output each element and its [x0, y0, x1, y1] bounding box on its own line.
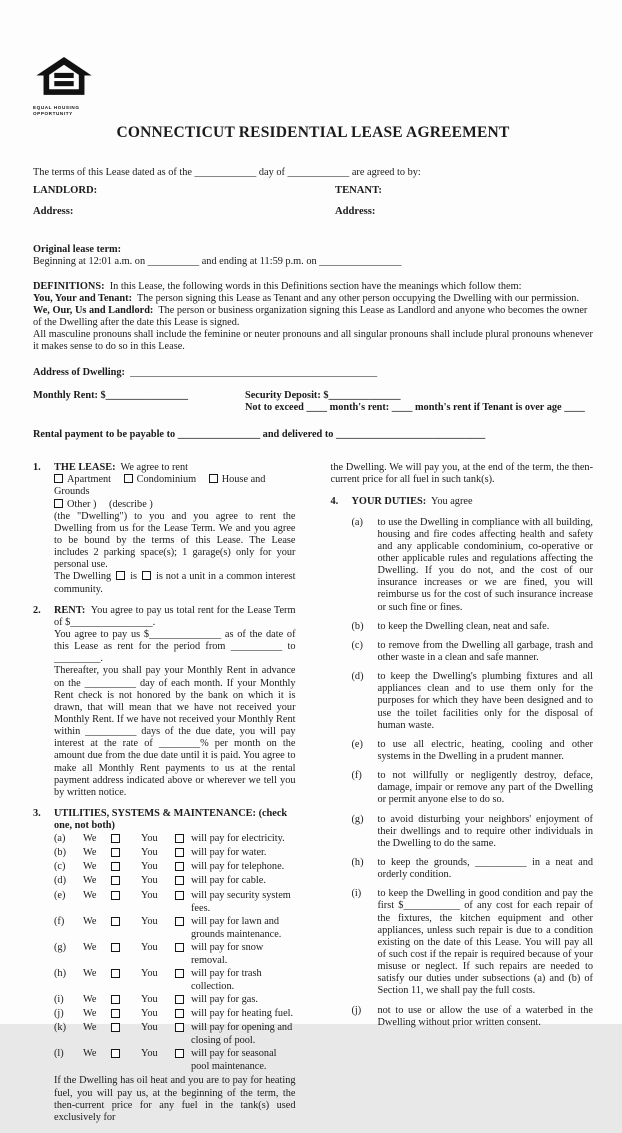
other-option-line: [54, 499, 296, 511]
we-label: We: [83, 1022, 97, 1034]
condominium-checkbox[interactable]: [124, 474, 133, 483]
utility-row-k: [54, 1021, 296, 1047]
house-grounds-checkbox[interactable]: [209, 474, 218, 483]
logo-text-line1: EQUAL HOUSING: [33, 105, 80, 111]
utility-row-i: [54, 993, 296, 1007]
section2-heading: RENT:: [54, 604, 86, 616]
item-letter: (e): [54, 889, 66, 901]
apartment-option-label: Apartment: [67, 474, 112, 486]
duty-letter: (d): [351, 671, 364, 683]
item-text: will pay for snow removal.: [191, 941, 264, 966]
item-text: will pay security system fees.: [191, 889, 291, 914]
we-label: We: [83, 889, 97, 901]
utility-row-g: [54, 941, 296, 967]
item-letter: (l): [54, 1048, 64, 1060]
you-checkbox[interactable]: [175, 995, 184, 1004]
left-column: [33, 462, 296, 1133]
section1-heading: THE LEASE:: [54, 462, 116, 474]
landlord-label: LANDLORD:: [33, 184, 98, 196]
utility-row-j: [54, 1007, 296, 1021]
you-checkbox[interactable]: [175, 1023, 184, 1032]
you-checkbox[interactable]: [175, 891, 184, 900]
common-interest-line: [54, 571, 296, 595]
duty-text: to keep the Dwelling in good condition and pay the first $___________ of any cost for each repair of the fixtures, the kitchen equipment and other appliances, unless such repair is due to a condition existing on the date of this Lease. You will pay all of such cost if the repair is required because of your misuse or neglect. If such repairs are needed to satisfy our duties under subsections (a) and (b) of Section 11, we shall pay the full costs.: [377, 888, 593, 997]
dwelling-address-blank[interactable]: ________________________________________________: [130, 366, 378, 378]
section3-heading-note: (check one, not both): [54, 807, 288, 832]
we-label: We: [83, 875, 97, 887]
you-label: You: [141, 967, 158, 979]
we-label: We: [83, 994, 97, 1006]
item-text: will pay for lawn and grounds maintenance.: [191, 915, 282, 940]
body-columns: [33, 462, 593, 1133]
duty-item-f: [352, 770, 594, 806]
utility-row-h: [54, 967, 296, 993]
section-the-lease: [33, 462, 296, 596]
section2-paragraph2: You agree to pay us $______________ as of the date of this Lease as rent for the period from __________ to _________.: [54, 629, 296, 665]
item-letter: (a): [54, 833, 66, 845]
section3-heading-line: [54, 808, 296, 832]
we-checkbox[interactable]: [111, 834, 120, 843]
apartment-checkbox[interactable]: [54, 474, 63, 483]
equal-housing-logo: [33, 56, 101, 117]
we-label: We: [83, 1008, 97, 1020]
we-checkbox[interactable]: [111, 876, 120, 885]
lease-term-block: [33, 244, 593, 268]
we-checkbox[interactable]: [111, 917, 120, 926]
duty-letter: (a): [351, 516, 363, 528]
is-not-unit-checkbox[interactable]: [142, 571, 151, 580]
you-label: You: [141, 994, 158, 1006]
duty-text: to keep the Dwelling clean, neat and safe.: [377, 620, 550, 632]
duty-letter: (b): [351, 620, 364, 632]
section1-number: 1.: [33, 462, 41, 474]
we-checkbox[interactable]: [111, 848, 120, 857]
you-label: You: [141, 915, 158, 927]
not-to-exceed-line: Not to exceed ____ month's rent: ____ month's rent if Tenant is over age ____: [245, 401, 585, 413]
duty-text: to keep the Dwelling's plumbing fixtures and all appliances clean and to use them only for the purposes for which they have been designed and to use the toilet facilities only for the disposal of human waste.: [377, 671, 593, 731]
duty-text: to remove from the Dwelling all garbage, trash and other waste in a clean and safe manner.: [377, 639, 593, 664]
we-checkbox[interactable]: [111, 862, 120, 871]
you-checkbox[interactable]: [175, 848, 184, 857]
item-text: will pay for gas.: [191, 994, 258, 1006]
section-utilities: [33, 808, 296, 1124]
we-label: We: [83, 861, 97, 873]
section3-content: [54, 808, 296, 1124]
dwelling-type-options: [54, 474, 296, 498]
item-letter: (h): [54, 967, 67, 979]
item-text: will pay for cable.: [191, 875, 266, 887]
duty-item-c: [352, 640, 594, 664]
utility-row-b: [54, 846, 296, 860]
we-checkbox[interactable]: [111, 969, 120, 978]
tenant-address-label: Address:: [335, 206, 376, 217]
duty-text: to use the Dwelling in compliance with all building, housing and fire codes affecting health and safety and any applicable condominium, co-operative or other applicable rules and regulations affecting the Dwelling. If you do not, and the cost of our insurance increases or we are fined, you will reimburse us for the cost of such insurance increase or such fine or fines.: [377, 516, 593, 613]
landlord-address-label: Address:: [33, 206, 74, 217]
section1-heading-rest: We agree to rent: [120, 462, 188, 474]
we-label: We: [83, 847, 97, 859]
item-letter: (i): [54, 994, 64, 1006]
item-letter: (c): [54, 861, 66, 873]
we-checkbox[interactable]: [111, 943, 120, 952]
we-checkbox[interactable]: [111, 1009, 120, 1018]
duty-item-i: [352, 888, 594, 997]
you-checkbox[interactable]: [175, 1009, 184, 1018]
item-letter: (f): [54, 915, 65, 927]
you-checkbox[interactable]: [175, 1049, 184, 1058]
you-checkbox[interactable]: [175, 834, 184, 843]
section4-heading-rest: You agree: [430, 496, 473, 508]
lease-term-line: Beginning at 12:01 a.m. on __________ and ending at 11:59 p.m. on ________________: [33, 255, 402, 267]
item-text: will pay for water.: [191, 847, 267, 859]
we-checkbox[interactable]: [111, 1023, 120, 1032]
monthly-rent-field[interactable]: Monthly Rent: $________________: [33, 389, 189, 401]
duty-letter: (e): [351, 738, 363, 750]
duty-text: not to use or allow the use of a waterbed in the Dwelling without prior written consent.: [377, 1004, 593, 1028]
duty-letter: (h): [351, 856, 364, 868]
duty-letter: (f): [351, 770, 362, 782]
duty-item-g: [352, 814, 594, 850]
we-label: We: [83, 967, 97, 979]
is-unit-checkbox[interactable]: [116, 571, 125, 580]
document-title: CONNECTICUT RESIDENTIAL LEASE AGREEMENT: [116, 124, 510, 142]
you-label: You: [141, 861, 158, 873]
oil-heat-paragraph: If the Dwelling has oil heat and you are to pay for heating fuel, you will pay us, at the beginning of the term, the then-current price for any fuel in the tank(s) used exclusively for: [54, 1075, 296, 1123]
you-checkbox[interactable]: [175, 876, 184, 885]
you-label: You: [141, 1008, 158, 1020]
utility-row-d: [54, 874, 296, 888]
section3-heading: UTILITIES, SYSTEMS & MAINTENANCE:: [54, 807, 256, 819]
unit-is-not-text: is not a unit in a common interest community.: [54, 571, 296, 595]
item-letter: (g): [54, 941, 67, 953]
equal-housing-house-icon: [33, 56, 95, 100]
item-text: will pay for opening and closing of pool.: [191, 1022, 293, 1047]
section-your-duties: [331, 496, 594, 1035]
we-label: We: [83, 1048, 97, 1060]
item-text: will pay for telephone.: [191, 861, 285, 873]
security-deposit-block: [245, 390, 593, 414]
you-label: You: [141, 847, 158, 859]
duty-letter: (c): [351, 639, 363, 651]
rent-deposit-block: [33, 390, 593, 414]
item-text: will pay for heating fuel.: [191, 1008, 294, 1020]
definitions-heading: DEFINITIONS:: [33, 280, 105, 292]
duty-item-a: [352, 517, 594, 614]
oil-heat-continuation: the Dwelling. We will pay you, at the end of the term, the then-current price for all fuel in such tank(s).: [330, 462, 593, 486]
duty-text: to avoid disturbing your neighbors' enjoyment of their dwellings and to require other individuals in the Dwelling to do the same.: [377, 813, 593, 849]
duty-item-e: [352, 739, 594, 763]
utility-row-a: [54, 832, 296, 846]
we-label: We: [83, 941, 97, 953]
we-label: We: [83, 915, 97, 927]
duty-item-d: [352, 671, 594, 732]
you-label: You: [141, 1022, 158, 1034]
duty-item-h: [352, 857, 594, 881]
utility-row-e: [54, 889, 296, 915]
security-deposit-field[interactable]: Security Deposit: $______________: [245, 389, 401, 401]
duty-letter: (i): [351, 888, 362, 900]
section2-paragraph3: Thereafter, you shall pay your Monthly Rent in advance on the __________ day of each month. If your Monthly Rent check is not honored by the bank on which it is drawn, that will mean that we have not received your Monthly Rent. If we have not received your Monthly Rent within __________ days of the due date, you will pay interest at the rate of ________% per month on the amount due from the due date until it is paid. You agree to make all Monthly Rent payments to us at the rental payment address indicated above or wherever we tell you by written notice.: [54, 665, 296, 798]
item-text: will pay for trash collection.: [191, 967, 262, 992]
right-column: [331, 462, 594, 1133]
duty-item-b: [352, 621, 594, 633]
section1-body: (the "Dwelling") to you and you agree to rent the Dwelling from us for the Lease Term. We and you agree to be bound by the terms of this Lease. The Lease includes 2 parking space(s); 1 garage(s) only for your personal use.: [54, 510, 296, 571]
house-grounds-option-label: House and Grounds: [54, 474, 266, 498]
section2-paragraph1: [54, 605, 296, 629]
you-checkbox[interactable]: [175, 862, 184, 871]
lease-term-heading: Original lease term:: [33, 243, 122, 255]
item-text: will pay for seasonal pool maintenance.: [191, 1048, 277, 1073]
definitions-landlord-line: [33, 305, 593, 329]
you-label: You: [141, 1048, 158, 1060]
section4-number: 4.: [330, 496, 339, 508]
you-label: You: [141, 875, 158, 887]
dwelling-address-line: [33, 367, 593, 379]
unit-is-text: is: [130, 571, 138, 583]
parties-block: [33, 185, 593, 219]
duty-item-j: [352, 1005, 594, 1029]
item-letter: (k): [54, 1022, 67, 1034]
you-checkbox[interactable]: [175, 969, 184, 978]
other-option-label: Other ): [67, 498, 97, 510]
section-rent: [33, 605, 296, 799]
logo-text-line2: OPPORTUNITY: [33, 111, 73, 117]
section1-heading-line: [54, 462, 296, 474]
other-describe-label: (describe ): [109, 498, 153, 510]
you-label: You: [141, 833, 158, 845]
tenant-label: TENANT:: [335, 184, 382, 196]
section2-content: [54, 605, 296, 799]
section4-content: [352, 496, 594, 1035]
rental-payable-line: Rental payment to be payable to ________________ and delivered to _____________________________: [33, 429, 486, 441]
duty-text: to keep the grounds, __________ in a neat and orderly condition.: [377, 856, 593, 881]
definitions-pronouns-line: All masculine pronouns shall include the feminine or neuter pronouns and all singular pronouns shall include plural pronouns whenever it makes sense to do so in this Lease.: [33, 329, 593, 353]
definitions-tenant-text: The person signing this Lease as Tenant and any other person occupying the Dwelling with our permission.: [136, 292, 580, 304]
duty-text: to use all electric, heating, cooling and other systems in the Dwelling in a prudent manner.: [377, 738, 593, 762]
we-label: We: [83, 833, 97, 845]
section4-heading: YOUR DUTIES:: [351, 496, 427, 508]
dwelling-address-label: Address of Dwelling:: [33, 366, 125, 378]
section1-content: [54, 462, 296, 596]
definitions-block: [33, 281, 593, 354]
definitions-landlord-text: The person or business organization signing this Lease as Landlord and anyone who becomes the owner of the Dwelling after the date this Lease is signed.: [33, 305, 588, 329]
you-checkbox[interactable]: [175, 917, 184, 926]
utility-row-c: [54, 860, 296, 874]
duty-letter: (j): [351, 1004, 362, 1016]
unit-pre-text: The Dwelling: [54, 571, 112, 583]
you-label: You: [141, 941, 158, 953]
we-checkbox[interactable]: [111, 1049, 120, 1058]
section2-number: 2.: [33, 604, 41, 616]
section4-heading-line: [352, 496, 594, 508]
we-checkbox[interactable]: [111, 995, 120, 1004]
condominium-option-label: Condominium: [136, 474, 197, 486]
you-label: You: [141, 889, 158, 901]
item-letter: (d): [54, 875, 67, 887]
definitions-tenant-term: You, Your and Tenant:: [33, 292, 133, 304]
item-letter: (j): [54, 1008, 64, 1020]
section3-number: 3.: [33, 807, 41, 819]
we-checkbox[interactable]: [111, 891, 120, 900]
item-letter: (b): [54, 847, 67, 859]
utility-row-f: [54, 915, 296, 941]
definitions-intro-text: In this Lease, the following words in this Definitions section have the meanings which follow them:: [109, 280, 522, 292]
section2-p1-text: You agree to pay us total rent for the Lease Term of $________________.: [54, 604, 296, 628]
duty-text: to not willfully or negligently destroy, deface, damage, impair or remove any part of the Dwelling or permit anyone else to do so.: [377, 770, 593, 806]
definitions-tenant-line: [33, 293, 593, 305]
other-checkbox[interactable]: [54, 499, 63, 508]
duty-letter: (g): [351, 813, 364, 825]
definitions-landlord-term: We, Our, Us and Landlord:: [33, 305, 154, 317]
you-checkbox[interactable]: [175, 943, 184, 952]
definitions-intro-line: [33, 281, 593, 293]
utility-row-l: [54, 1047, 296, 1073]
equal-housing-logo-text: [33, 105, 101, 117]
item-text: will pay for electricity.: [191, 833, 285, 845]
terms-date-line: The terms of this Lease dated as of the ____________ day of ____________ are agreed to by:: [33, 167, 421, 179]
